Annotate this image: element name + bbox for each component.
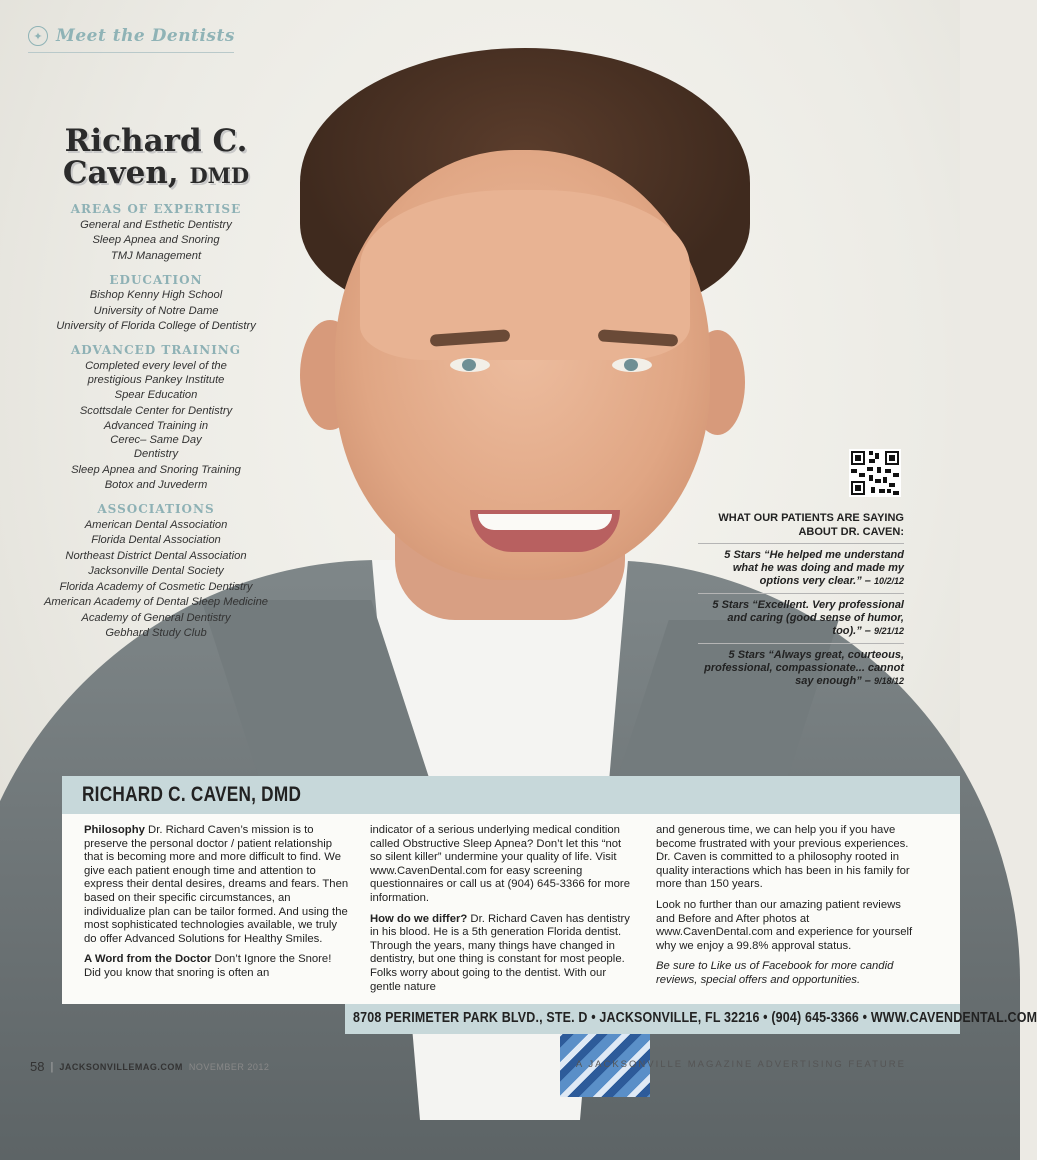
bio-panel [62, 776, 960, 1004]
footer-feature-label: A JACKSONVILLE MAGAZINE ADVERTISING FEATURE [575, 1059, 906, 1070]
credentials-column [40, 202, 272, 642]
section-title: EDUCATION [109, 272, 203, 287]
section-title: ADVANCED TRAINING [70, 343, 242, 357]
list-item: Spear Education [114, 389, 198, 401]
panel-title: RICHARD C. CAVEN, DMD [82, 783, 302, 806]
footer-site-link[interactable]: JACKSONVILLEMAG.COM [59, 1061, 183, 1072]
list-item: Completed every level of the prestigious Pankey Institute [85, 359, 227, 386]
qr-code-icon[interactable] [849, 449, 901, 497]
section-title: ASSOCIATIONS [97, 502, 215, 516]
section-label: Meet the Dentists [56, 26, 235, 46]
review-item: 5 Stars “Always great, courteous, professional, compassionate... cannot say enough” – 9/18/12 [704, 649, 904, 687]
list-item: Northeast District Dental Association [65, 549, 247, 562]
list-item: Florida Dental Association [91, 534, 221, 546]
list-item: General and Esthetic Dentistry [80, 218, 232, 231]
tooth-icon: ✦ [28, 26, 48, 46]
header-divider [28, 52, 234, 53]
list-item: University of Florida College of Dentistry [56, 320, 256, 332]
list-item: Gebhard Study Club [105, 627, 207, 639]
list-item: Advanced Training in Cerec– Same Day Dentistry [103, 420, 209, 460]
list-item: Jacksonville Dental Society [88, 565, 224, 577]
list-item: Florida Academy of Cosmetic Dentistry [59, 580, 253, 593]
footer-divider: | [50, 1060, 54, 1073]
footer-left [30, 1059, 269, 1074]
list-item: Sleep Apnea and Snoring [92, 234, 220, 246]
list-item: American Dental Association [84, 518, 228, 531]
list-item: University of Notre Dame [93, 304, 219, 317]
bio-column-3: and generous time, we can help you if you have become frustrated with your previous experiences. Dr. Caven is committed to a philosophy rooted in quality interactions which has been in his family for more than 150 years. Look no further than our amazing patient reviews and Before and After photos at www.CavenDental.com and experience for yourself why we enjoy a 99.8% approval status. Be sure to Like us of Facebook for more candid reviews, special offers and opportunities. [656, 824, 913, 986]
bio-column-2: indicator of a serious underlying medical condition called Obstructive Sleep Apnea? Don’t let this “not so silent killer” undermine your quality of life. Visit www.CavenDental.com for easy screening questionnaires or call us at (904) 645-3366 for more information. How do we differ? Dr. Richard Caven has dentistry in his blood. He is a 5th generation Florida dentist. Through the years, many things have changed in dentistry, but one thing is constant for most people. Folks worry about going to the dentist. With our gentle nature [370, 824, 630, 993]
list-item: Sleep Apnea and Snoring Training [71, 463, 241, 476]
address-bar [345, 1004, 1037, 1034]
bio-columns [84, 824, 942, 1001]
panel-title-bar [62, 776, 960, 814]
section-title: AREAS OF EXPERTISE [70, 202, 242, 216]
name-line-1: Richard C. [64, 123, 248, 159]
address-text: 8708 PERIMETER PARK BLVD., STE. D • JACKSONVILLE, FL 32216 • (904) 645-3366 • WWW.CAVENDENTAL.COM [353, 1010, 1037, 1026]
review-item: 5 Stars “Excellent. Very professional and caring (good sense of humor, too).” – 9/21/12 [698, 594, 904, 644]
list-item: Botox and Juvederm [104, 479, 208, 491]
reviews-heading: WHAT OUR PATIENTS ARE SAYING ABOUT DR. CAVEN: [698, 512, 904, 544]
bio-column-1: Philosophy Dr. Richard Caven’s mission is to preserve the personal doctor / patient relationship that is becoming more and more difficult to find. We give each patient enough time and attention to express their dental desires, dreams and fears. Then based on their specific circumstances, an individualize plan can be tailor formed. And using the most sophisticated technologies available, we truly do offer Advanced Solutions for Healthy Smiles. A Word from the Doctor Don’t Ignore the Snore! Did you know that snoring is often an [84, 824, 349, 979]
name-suffix: DMD [189, 163, 250, 188]
list-item: TMJ Management [110, 249, 202, 262]
list-item: American Academy of Dental Sleep Medicine [43, 596, 269, 608]
list-item: Bishop Kenny High School [89, 289, 223, 301]
name-line-2: Caven, DMD [62, 155, 250, 191]
page-number: 58 [30, 1059, 45, 1074]
doctor-name [40, 125, 272, 192]
list-item: Scottsdale Center for Dentistry [79, 404, 233, 417]
patient-reviews [698, 512, 904, 693]
footer-month: NOVEMBER 2012 [188, 1061, 270, 1072]
list-item: Academy of General Dentistry [81, 611, 231, 624]
review-item: 5 Stars “He helped me understand what he was doing and made my options very clear.” – 10/2/12 [698, 544, 904, 594]
section-header [28, 26, 235, 46]
